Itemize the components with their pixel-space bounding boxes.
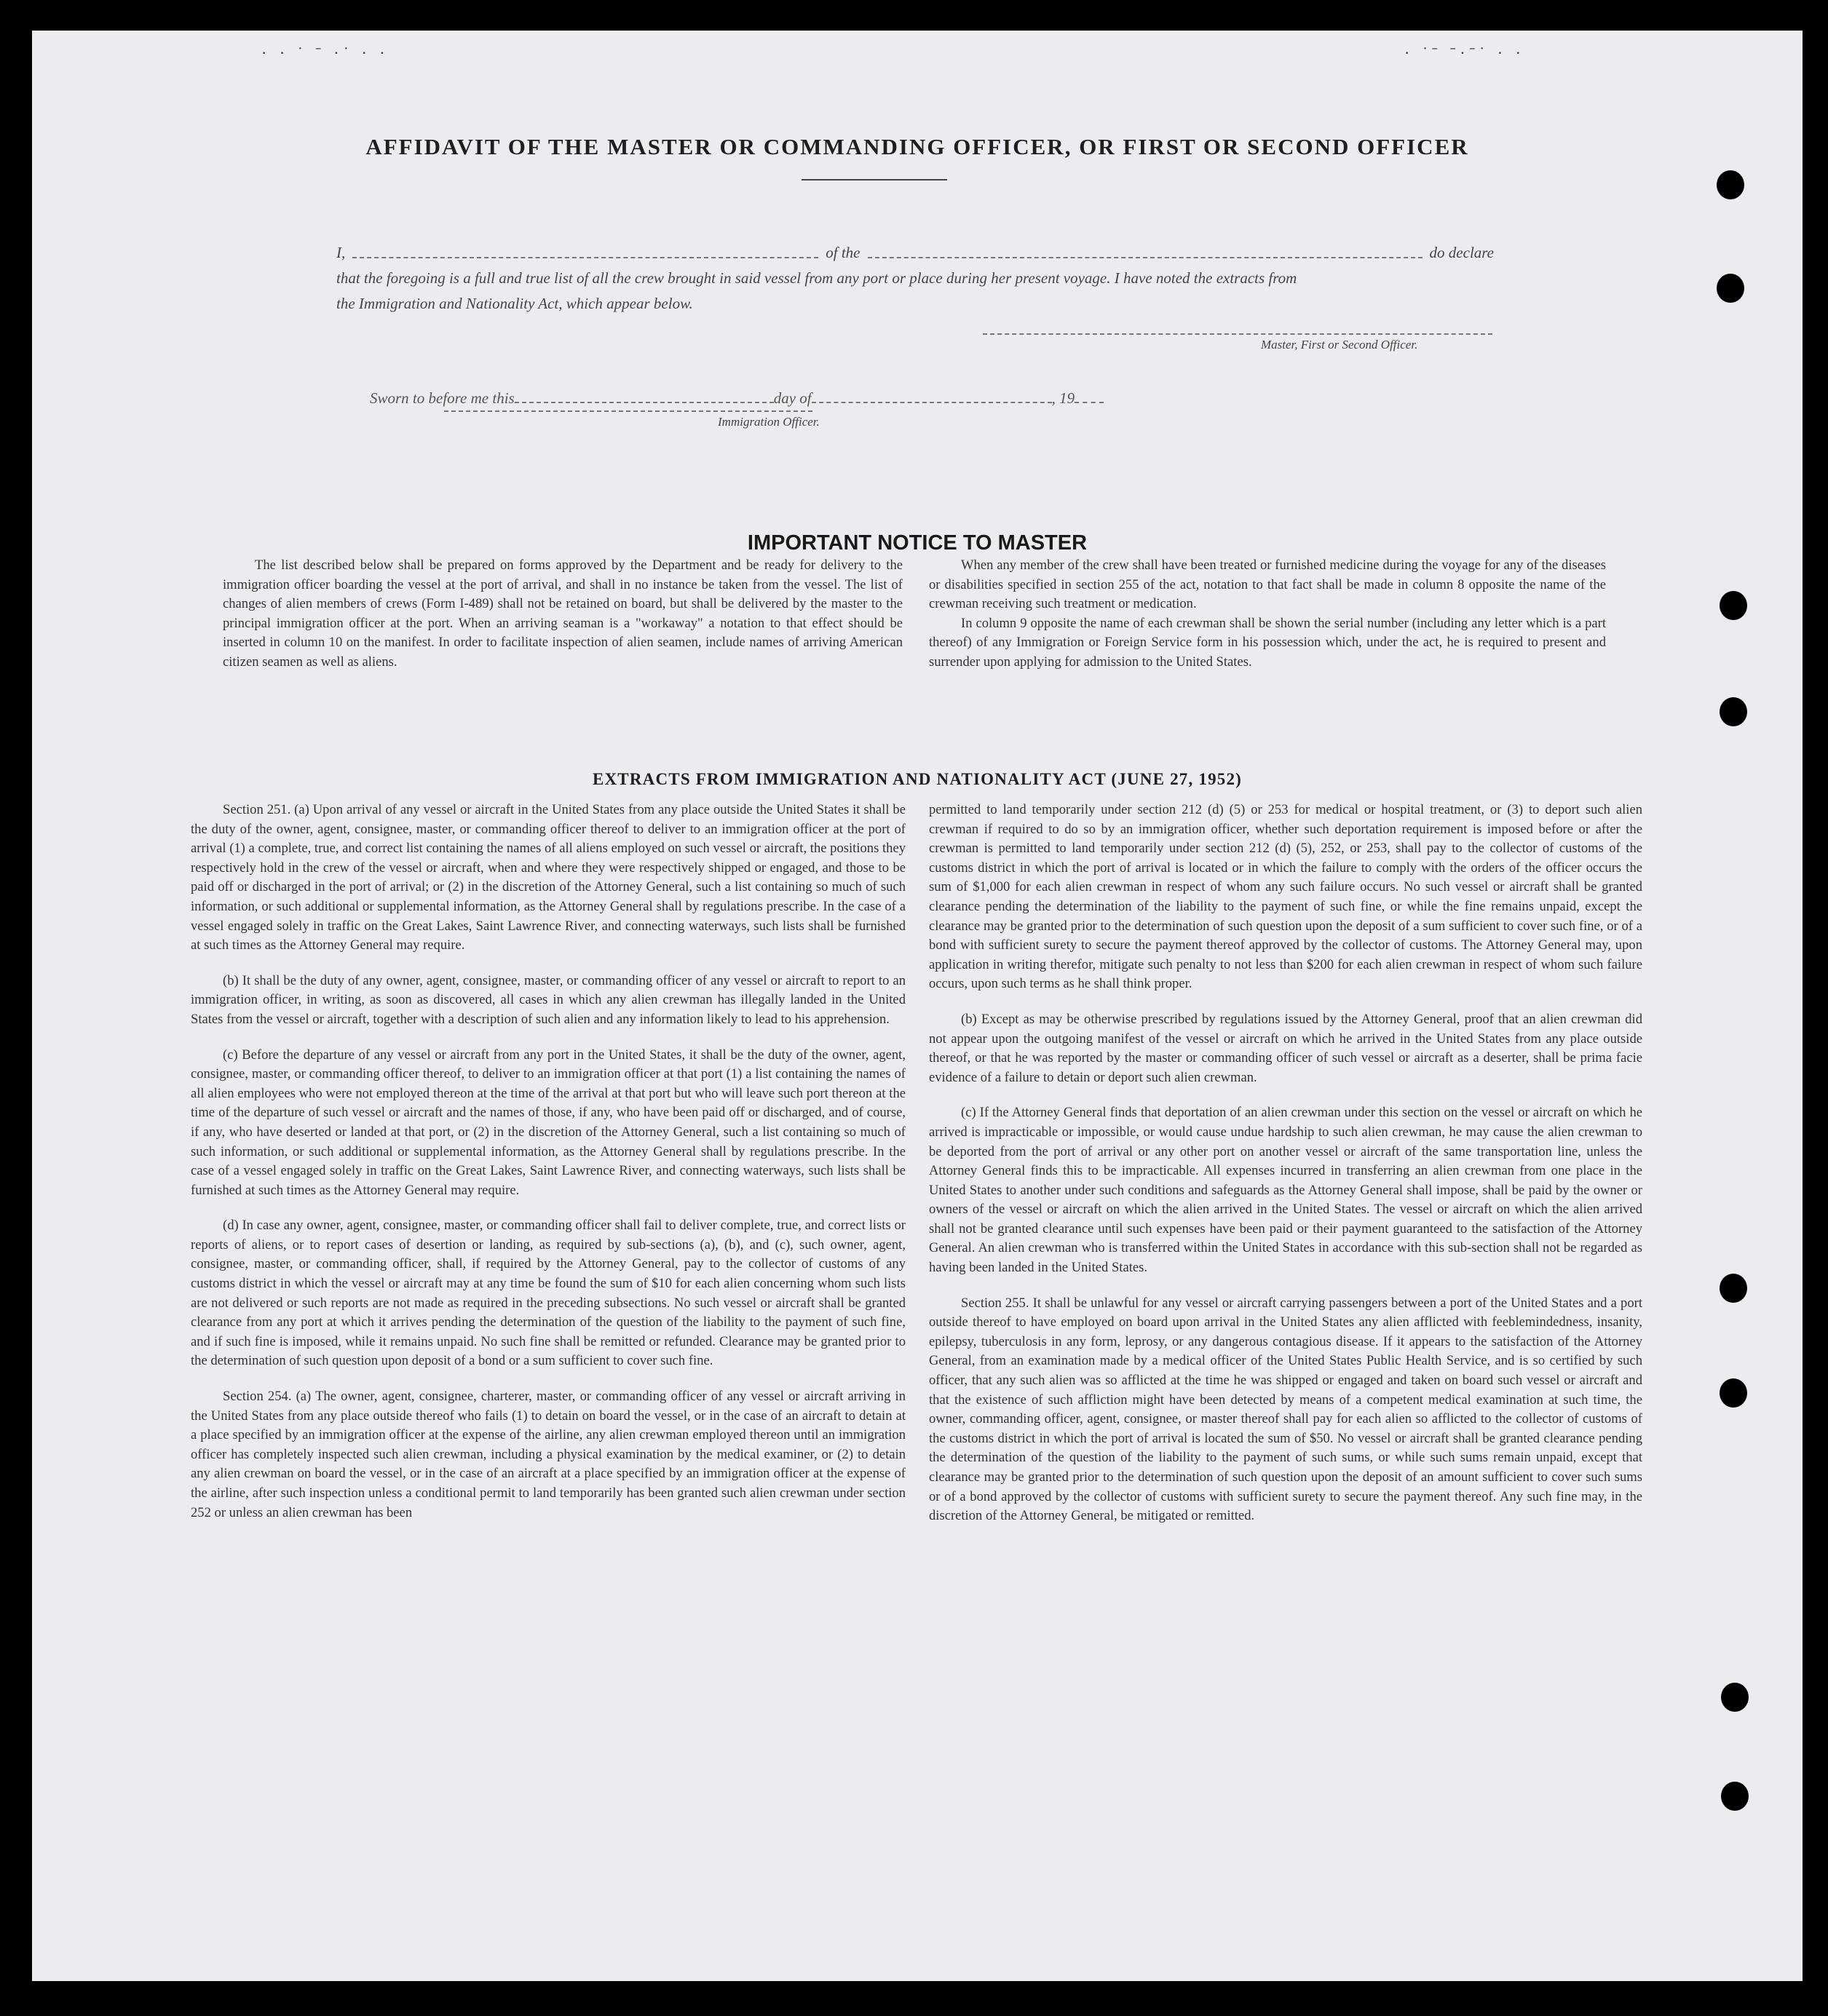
form-page [32,31,1803,1981]
punch-hole-icon [1721,1782,1749,1811]
punch-hole-icon [1720,1378,1747,1408]
vessel-label: of the [826,244,860,261]
notice-paragraph: In column 9 opposite the name of each crewman shall be shown the serial number (including any letter which is a part thereof) of any Immigration or Foreign Service form in his possession which, under the act, he is required to present and surrender upon applying for admission to the United States. [929,615,1606,670]
do-declare-label: do declare [1429,244,1494,261]
section-254-a: Section 254. (a) The owner, agent, consignee, charterer, master, or commanding officer of any vessel or aircraft arriving in the United States from any place outside thereof who fails (1) to detain on board the vessel, or in the case of an aircraft to detain at a place specified by an immigration officer at the expense of the airline, any alien crewman employed thereon until an immigration officer has completely inspected such alien crewman, including a physical examination by the medical examiner, or (2) to detain any alien crewman on board the vessel, or in the case of an aircraft at a place specified by an immigration officer at the expense of the airline, after such inspection unless a conditional permit to land temporarily has been granted such alien crewman under section 252 or unless an alien crewman has been [191,1389,906,1520]
extracts-right-column [929,801,1642,1526]
affidavit-title: AFFIDAVIT OF THE MASTER OR COMMANDING OFFICER, OR FIRST OR SECOND OFFICER [365,134,1469,159]
section-254-a-continued: permitted to land temporarily under section 212 (d) (5) or 253 for medical or hospital treatment, or (3) to deport such alien crewman if required to do so by an immigration officer, whether such deportation requirement is imposed before or after the crewman is permitted to land temporarily under section 212 (d) (5), 252, or 253, shall pay to the collector of customs of the customs district in which the port of arrival is located or in which the failure to comply with the orders of the officer occurs the sum of $1,000 for each alien crewman in respect of whom any such failure occurs. No such vessel or aircraft shall be granted clearance pending the determination of the liability to the payment of such fine, or while the fine remains unpaid, except the clearance may be granted prior to the determination of such question upon the deposit of a sum sufficient to cover such fine, or of a bond with sufficient surety to secure the payment thereof approved by the collector of customs. The Attorney General may, upon application in writing therefor, mitigate such penalty to not less than $200 for each alien crewman in respect of whom such failure occurs, upon such terms as he shall think proper. [929,802,1642,992]
sworn-day-label: day of [773,389,812,407]
sworn-year-field[interactable] [1075,386,1104,403]
declaration [336,240,1494,317]
declarant-label: I, [336,244,346,261]
extracts-left-column [191,801,906,1523]
extracts-title: EXTRACTS FROM IMMIGRATION AND NATIONALITY ACT (JUNE 27, 1952) [592,770,1243,788]
section-254-c: (c) If the Attorney General finds that deportation of an alien crewman under this section on the vessel or aircraft on which he arrived is impracticable or impossible, or would cause undue hardship to such alien crewman, he may cause the alien crewman to be deported from the port of arrival or any other port on another vessel or aircraft of the same transportation line, unless the Attorney General finds this to be impracticable. All expenses incurred in transferring an alien crewman from one place in the United States to another under such conditions and safeguards as the Attorney General shall impose, shall be paid by the owner or owners of the vessel or aircraft on which the alien arrived in the United States. The vessel or aircraft on which the alien arrived shall not be granted clearance until such expenses have been paid or their payment guaranteed to the satisfaction of the Attorney General. An alien crewman who is transferred within the United States in accordance with this sub-section shall not be regarded as having been landed in the United States. [929,1105,1642,1276]
punch-hole-icon [1717,274,1744,303]
master-signature-line[interactable] [983,333,1492,335]
section-255: Section 255. It shall be unlawful for any vessel or aircraft carrying passengers between a port of the United States and a port outside thereof to have employed on board upon arrival in the United States any alien afflicted with feeblemindedness, insanity, epilepsy, tuberculosis in any form, leprosy, or any dangerous contagious disease. If it appears to the satisfaction of the Attorney General, from an examination made by a medical officer of the United States Public Health Service, and is so certified by such officer, that any such alien was so afflicted at the time he was shipped or engaged and taken on board such vessel or aircraft and that the existence of such affliction might have been detected by means of a competent medical examination at such time, the owner, commanding officer, agent, consignee, or master thereof shall pay for each alien so afflicted to the collector of customs of the customs district in which the port of arrival is located the sum of $50. No vessel or aircraft shall be granted clearance pending the determination of the question of the liability to the payment of such sums, or while such sums remain unpaid, except that clearance may be granted prior to the determination of such question upon the deposit of an amount sufficient to cover such sums or of a bond approved by the collector of customs with sufficient surety to secure the payment thereof. Any such fine may, in the discretion of the Attorney General, be mitigated or remitted. [929,1295,1642,1524]
punch-hole-icon [1720,697,1747,726]
master-signature-caption: Master, First or Second Officer. [1261,338,1418,352]
declaration-line-2: that the foregoing is a full and true list of all the crew brought in said vessel from any port or place during her present voyage. I have noted the extracts from [336,269,1297,287]
notice-title: IMPORTANT NOTICE TO MASTER [747,531,1088,555]
declaration-line-3: the Immigration and Nationality Act, which appear below. [336,295,693,312]
section-251-b: (b) It shall be the duty of any owner, agent, consignee, master, or commanding officer of any vessel or aircraft to report to an immigration officer, in writing, as soon as discovered, all cases in which any alien crewman has illegally landed in the United States from the vessel or aircraft, together with a description of such alien and any information likely to lead to his apprehension. [191,972,906,1027]
section-251-a: Section 251. (a) Upon arrival of any vessel or aircraft in the United States from any place outside the United States it shall be the duty of the owner, agent, consignee, master, or commanding officer thereof to deliver to an immigration officer at the port of arrival (1) a complete, true, and correct list containing the names of all aliens employed on such vessel or aircraft, the positions they respectively hold in the crew of the vessel or aircraft, when and where they were respectively shipped or engaged, and those to be paid off or discharged in the port of arrival; or (2) in the discretion of the Attorney General, such a list containing so much of such information, or such additional or supplemental information, as the Attorney General shall by regulations prescribe. In the case of a vessel engaged solely in traffic on the Great Lakes, Saint Lawrence River, and connecting waterways, such lists shall be furnished at such times as the Attorney General may require. [191,802,906,953]
section-251-d: (d) In case any owner, agent, consignee, master, or commanding officer shall fail to deliver complete, true, and correct lists or reports of aliens, or to report cases of desertion or landing, as required by sub-sections (a), (b), and (c), such owner, agent, consignee, master, or commanding officer, shall, if required by the Attorney General, pay to the collector of customs of any customs district in which the vessel or aircraft may at any time be found the sum of $10 for each alien concerning whom such lists are not delivered or such reports are not made as required in the preceding subsections. No such vessel or aircraft shall be granted clearance from any port at which it arrives pending the determination of the question of the liability to the payment of such fine, and if such fine is imposed, while it remains unpaid. No such fine shall be remitted or refunded. Clearance may be granted prior to the determination of such question upon deposit of a bond or a sum sufficient to cover such fine. [191,1218,906,1369]
sworn-day-field[interactable] [515,386,774,403]
punch-hole-icon [1717,170,1744,199]
notice-left-column [223,556,903,672]
sworn-month-field[interactable] [812,386,1052,403]
notice-paragraph: The list described below shall be prepared on forms approved by the Department and be ready for delivery to the immigration officer boarding the vessel at the port of arrival, and shall in no instance be taken from the vessel. The list of changes of alien members of crews (Form I-489) shall not be retained on board, but shall be delivered by the master to the principal immigration officer at the port. When an arriving seaman is a "workaway" a notation to that effect should be inserted in column 10 on the manifest. In order to facilitate inspection of alien seamen, include names of arriving American citizen seamen as well as aliens. [223,557,903,670]
punch-hole-icon [1720,1274,1747,1303]
title-underline [802,179,947,180]
sworn-year-label: , 19 [1051,389,1075,407]
declarant-name-field[interactable] [352,240,818,258]
notice-right-column [929,556,1606,672]
officer-signature-line[interactable] [444,410,812,412]
scan-specks-right: · ˙ˉ ˉ·ˉ˙ · · [1404,44,1525,62]
sworn-prefix: Sworn to before me this [370,389,515,407]
officer-signature-caption: Immigration Officer. [718,415,820,429]
sworn-line [370,386,1104,408]
section-254-b: (b) Except as may be otherwise prescribed by regulations issued by the Attorney General, proof that an alien crewman did not appear upon the outgoing manifest of the vessel or aircraft on which he arrived in the United States from any place outside thereof, or that he was reported by the master or commanding officer of such vessel or aircraft as a deserter, shall be prima facie evidence of a failure to detain or deport such alien crewman. [929,1011,1642,1085]
section-251-c: (c) Before the departure of any vessel or aircraft from any port in the United States, it shall be the duty of the owner, agent, consignee, master, or commanding officer thereof, to deliver to an immigration officer at that port (1) a list containing the names of all alien employees who were not employed thereon at the time of the arrival at that port but who will leave such port thereon at the time of the departure of such vessel or aircraft and the names of those, if any, who have been paid off or discharged, and of course, if any, who have deserted or landed at that port, or (2) in the discretion of the Attorney General, such a list containing so much of such information, or such additional or supplemental information, as the Attorney General shall by regulations prescribe. In the case of a vessel engaged solely in traffic on the Great Lakes, Saint Lawrence River, and connecting waterways, such lists shall be furnished at such times as the Attorney General may require. [191,1047,906,1198]
vessel-name-field[interactable] [868,240,1423,258]
scan-specks-left: · · ˙ ˉ ·˙ · · [261,44,389,62]
notice-paragraph: When any member of the crew shall have been treated or furnished medicine during the voyage for any of the diseases or disabilities specified in section 255 of the act, notation to that fact shall be made in column 8 opposite the name of the crewman receiving such treatment or medication. [929,557,1606,612]
punch-hole-icon [1720,591,1747,620]
punch-hole-icon [1721,1683,1749,1712]
